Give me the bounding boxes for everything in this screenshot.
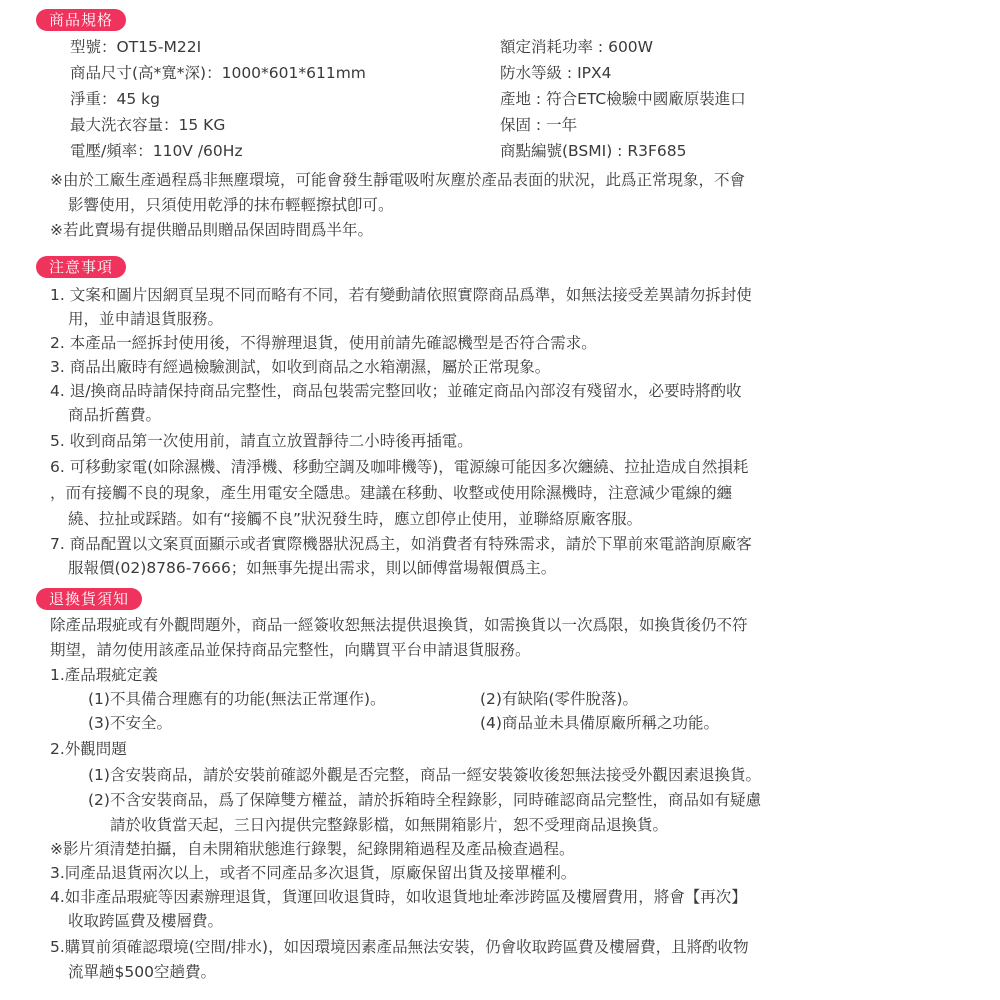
notice-item-2: 2. 本產品一經拆封使用後，不得辦理退貨，使用前請先確認機型是否符合需求。 (50, 334, 597, 352)
returns-section-4: 4.如非產品瑕疵等因素辦理退貨，貨運回收退貨時，如收退貨地址牽涉跨區及樓層費用，將會【再次】 (50, 888, 747, 906)
spec-model: 型號：OT15-M22I (70, 38, 202, 56)
returns-section-5-cont: 流單趟$500空趟費。 (68, 963, 216, 981)
spec-warranty: 保固 : 一年 (500, 116, 578, 134)
notice-item-1-cont: 用，並申請退貨服務。 (68, 310, 224, 328)
spec-waterproof: 防水等級 : IPX4 (500, 64, 612, 82)
defect-item-1: (1)不具備合理應有的功能(無法正常運作)。 (88, 690, 386, 708)
returns-section-5: 5.購買前須確認環境(空間/排水)，如因環境因素產品無法安裝，仍會收取跨區費及樓層費，且將酌收物 (50, 938, 749, 956)
defect-item-2: (2)有缺陷(零件脫落)。 (480, 690, 639, 708)
appearance-item-1: (1)含安裝商品，請於安裝前確認外觀是否完整，商品一經安裝簽收後恕無法接受外觀因素退換貨。 (88, 766, 761, 784)
notice-item-6-cont-1: ，而有接觸不良的現象，產生用電安全隱患。建議在移動、收整或使用除濕機時，注意減少電線的纏 (50, 484, 733, 502)
defect-item-4: (4)商品並未具備原廠所稱之功能。 (480, 714, 719, 732)
spec-note-1-cont: 影響使用，只須使用乾淨的抹布輕輕擦拭卽可。 (68, 196, 394, 214)
spec-note-2: ※若此賣場有提供贈品則贈品保固時間爲半年。 (50, 221, 373, 239)
notice-item-6: 6. 可移動家電(如除濕機、清淨機、移動空調及咖啡機等)，電源線可能因多次纏繞、拉扯造成自然損耗 (50, 458, 749, 476)
spec-voltage: 電壓/頻率：110V /60Hz (70, 142, 243, 160)
appearance-item-2-cont: 請於收貨當天起，三日內提供完整錄影檔，如無開箱影片，恕不受理商品退換貨。 (110, 816, 669, 834)
spec-section-badge: 商品規格 (36, 9, 126, 31)
notice-item-4: 4. 退/換商品時請保持商品完整性，商品包裝需完整回收；並確定商品內部沒有殘留水，必要時將酌收 (50, 382, 742, 400)
defect-item-3: (3)不安全。 (88, 714, 172, 732)
spec-capacity: 最大洗衣容量：15 KG (70, 116, 226, 134)
appearance-item-2: (2)不含安裝商品，爲了保障雙方權益，請於拆箱時全程錄影，同時確認商品完整性，商品如有疑慮 (88, 791, 761, 809)
notice-item-7: 7. 商品配置以文案頁面顯示或者實際機器狀況爲主，如消費者有特殊需求，請於下單前來電諮詢原廠客 (50, 535, 752, 553)
returns-section-3: 3.同產品退貨兩次以上，或者不同產品多次退貨，原廠保留出貨及接單權利。 (50, 864, 577, 882)
returns-intro-1: 除產品瑕疵或有外觀問題外，商品一經簽收恕無法提供退換貨，如需換貨以一次爲限，如換貨後仍不符 (50, 616, 748, 634)
video-note: ※影片須清楚拍攝，自未開箱狀態進行錄製，紀錄開箱過程及產品檢查過程。 (50, 840, 575, 858)
notice-item-6-cont-2: 繞、拉扯或踩踏。如有“接觸不良”狀況發生時，應立卽停止使用，並聯絡原廠客服。 (68, 510, 643, 528)
returns-intro-2: 期望，請勿使用該產品並保持商品完整性，向購買平台申請退貨服務。 (50, 641, 531, 659)
spec-bsmi: 商點編號(BSMI) : R3F685 (500, 142, 687, 160)
returns-section-badge: 退換貨須知 (36, 588, 142, 610)
spec-power: 額定消耗功率 : 600W (500, 38, 653, 56)
notice-section-badge: 注意事項 (36, 256, 126, 278)
notice-item-7-cont: 服報價(02)8786-7666；如無事先提出需求，則以師傅當場報價爲主。 (68, 559, 557, 577)
notice-item-1: 1. 文案和圖片因網頁呈現不同而略有不同，若有變動請依照實際商品爲準，如無法接受差異請勿拆封使 (50, 286, 752, 304)
notice-item-5: 5. 收到商品第一次使用前，請直立放置靜待二小時後再插電。 (50, 432, 473, 450)
spec-weight: 淨重：45 kg (70, 90, 160, 108)
spec-dimensions: 商品尺寸(高*寬*深)：1000*601*611mm (70, 64, 366, 82)
returns-section-2-title: 2.外觀問題 (50, 740, 127, 758)
spec-origin: 產地 : 符合ETC檢驗中國廠原裝進口 (500, 90, 746, 108)
notice-item-4-cont: 商品折舊費。 (68, 406, 162, 424)
spec-note-1: ※由於工廠生產過程爲非無塵環境，可能會發生靜電吸咐灰塵於產品表面的狀況，此爲正常現象，不會 (50, 171, 745, 189)
returns-section-4-cont: 收取跨區費及樓層費。 (68, 912, 224, 930)
returns-section-1-title: 1.產品瑕疵定義 (50, 666, 158, 684)
notice-item-3: 3. 商品出廠時有經過檢驗測試，如收到商品之水箱潮濕，屬於正常現象。 (50, 358, 551, 376)
